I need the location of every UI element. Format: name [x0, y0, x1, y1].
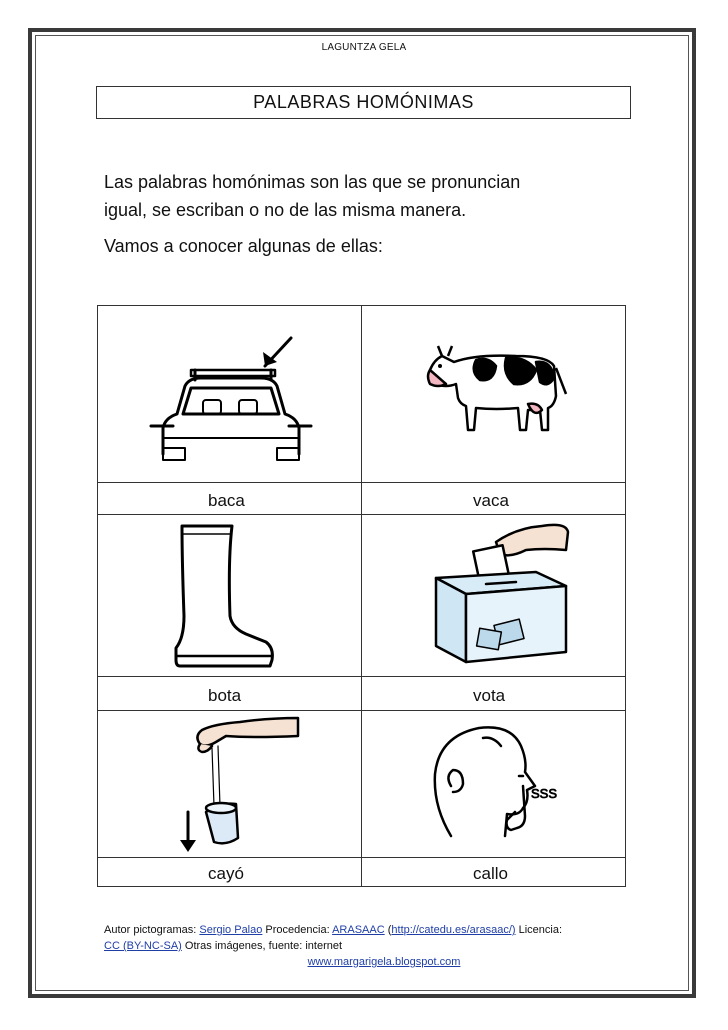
car-roof-rack-icon: [143, 326, 323, 466]
intro-line-3: Vamos a conocer algunas de ellas:: [104, 236, 383, 256]
ballot-box-icon: [416, 512, 586, 670]
credits-footer: Autor pictogramas: Sergio Palao Procedencia: ARASAAC (http://catedu.es/arasaac/) Licencia: CC (BY-NC-SA) Otras imágenes, fuente: internet www.margarigela.blogspot.com: [104, 924, 563, 968]
svg-text:SSS: SSS: [531, 786, 558, 801]
boot-icon: [168, 520, 278, 672]
table-divider-vertical: [361, 306, 362, 886]
table-divider: [98, 676, 625, 677]
word-label: baca: [208, 491, 245, 510]
blog-link[interactable]: www.margarigela.blogspot.com: [307, 956, 461, 968]
intro-text: [104, 168, 644, 260]
arasaac-url-link[interactable]: http://catedu.es/arasaac/): [391, 924, 516, 936]
table-divider: [98, 710, 625, 711]
falling-glass-icon: [178, 714, 308, 854]
cow-icon: [416, 326, 576, 436]
homonyms-table: [97, 305, 626, 887]
intro-line-1: Las palabras homónimas son las que se pronuncian: [104, 172, 521, 192]
word-label: cayó: [208, 864, 244, 883]
table-divider: [98, 857, 625, 858]
source-prefix: Procedencia:: [262, 924, 333, 936]
license-prefix: Licencia:: [515, 924, 563, 936]
license-link[interactable]: CC (BY-NC-SA): [104, 940, 182, 952]
silence-gesture-icon: [423, 716, 573, 856]
table-divider: [98, 482, 625, 483]
arasaac-link[interactable]: ARASAAC: [332, 924, 385, 936]
intro-line-2: igual, se escriban o no de las misma manera.: [104, 200, 467, 220]
word-label: vota: [473, 686, 506, 705]
word-label: callo: [473, 864, 508, 883]
header-label: LAGUNTZA GELA: [321, 42, 407, 53]
other-images-note: Otras imágenes, fuente: internet: [181, 940, 343, 952]
word-label: bota: [208, 686, 242, 705]
author-prefix: Autor pictogramas:: [104, 924, 200, 936]
word-label: vaca: [473, 491, 509, 510]
author-link[interactable]: Sergio Palao: [199, 924, 263, 936]
page-title: PALABRAS HOMÓNIMAS: [96, 86, 631, 119]
